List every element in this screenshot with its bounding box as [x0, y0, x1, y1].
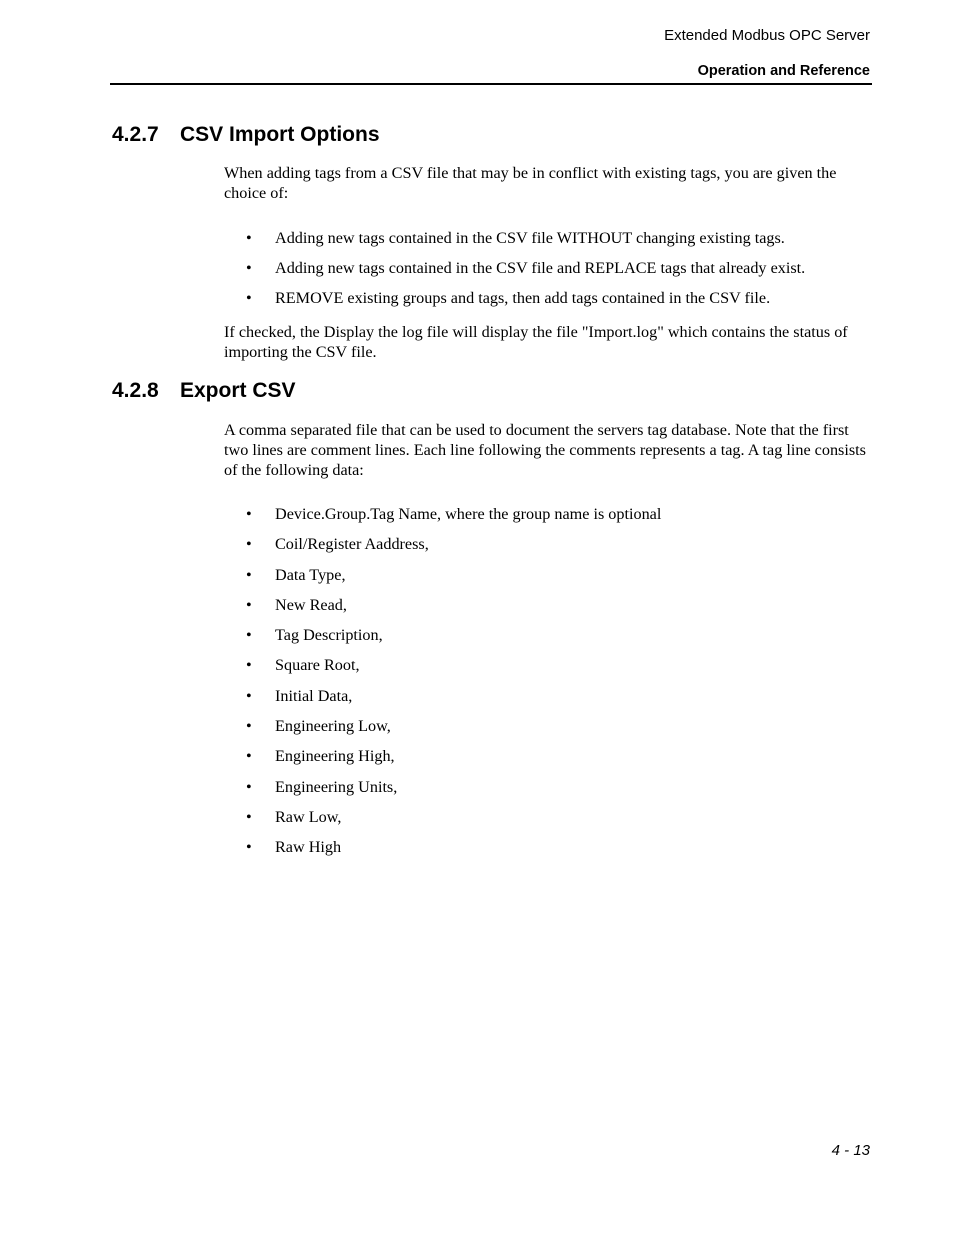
list-item	[224, 716, 872, 736]
list-item-text: Engineering High,	[275, 747, 395, 766]
bullet-icon: •	[246, 229, 252, 247]
bullet-icon: •	[246, 535, 252, 554]
import-intro-paragraph: When adding tags from a CSV file that may be in conflict with existing tags, you are given the choice of:	[224, 164, 837, 202]
list-item	[224, 504, 872, 524]
list-item-text: New Read,	[275, 595, 347, 614]
list-item-text: Adding new tags contained in the CSV file and REPLACE tags that already exist.	[275, 259, 806, 277]
list-item-text: Raw High	[275, 838, 342, 857]
bullet-icon: •	[246, 838, 252, 857]
list-item-text: Square Root,	[275, 656, 360, 675]
header-subtitle: Operation and Reference	[697, 63, 870, 79]
list-item-text: Coil/Register Aaddress,	[275, 535, 429, 554]
list-item	[224, 746, 872, 766]
export-intro-paragraph: A comma separated file that can be used to document the servers tag database. Note that the first two lines are comment lines. Each line following the comments represents a tag. A tag line consists of the following data:	[224, 421, 866, 479]
bullet-icon: •	[246, 747, 252, 766]
header-title: Extended Modbus OPC Server	[664, 27, 870, 44]
list-item-text: Engineering Units,	[275, 777, 398, 796]
list-item	[224, 534, 872, 554]
section-title: CSV Import Options	[180, 123, 380, 146]
list-item	[224, 655, 872, 675]
list-item	[224, 807, 872, 827]
header-divider	[110, 83, 872, 85]
list-item-text: Initial Data,	[275, 686, 353, 705]
bullet-icon: •	[246, 565, 252, 584]
bullet-icon: •	[246, 686, 252, 705]
list-item-text: REMOVE existing groups and tags, then add tags contained in the CSV file.	[275, 289, 771, 307]
bullet-icon: •	[246, 717, 252, 736]
bullet-icon: •	[246, 595, 252, 614]
section-heading-export-csv	[112, 379, 296, 403]
list-item-text: Tag Description,	[275, 626, 383, 645]
bullet-icon: •	[246, 259, 252, 277]
list-item	[224, 686, 872, 706]
list-item	[224, 625, 872, 645]
bullet-icon: •	[246, 777, 252, 796]
list-item	[224, 777, 872, 797]
import-options-list	[224, 228, 872, 318]
list-item	[224, 565, 872, 585]
section-number: 4.2.8	[112, 379, 159, 402]
export-fields-list	[224, 504, 872, 868]
import-closing-paragraph: If checked, the Display the log file will display the file "Import.log" which contains the status of importing the CSV file.	[224, 323, 848, 361]
list-item	[224, 837, 872, 857]
page-number: 4 - 13	[831, 1142, 870, 1159]
bullet-icon: •	[246, 289, 252, 307]
section-title: Export CSV	[180, 379, 296, 402]
list-item	[224, 288, 872, 308]
list-item	[224, 258, 872, 278]
list-item-text: Raw Low,	[275, 807, 342, 826]
bullet-icon: •	[246, 505, 252, 523]
list-item	[224, 595, 872, 615]
list-item-text: Device.Group.Tag Name, where the group name is optional	[275, 505, 662, 523]
list-item	[224, 228, 872, 248]
bullet-icon: •	[246, 807, 252, 826]
bullet-icon: •	[246, 626, 252, 645]
list-item-text: Data Type,	[275, 565, 346, 584]
section-heading-csv-import-options	[112, 123, 380, 147]
section-number: 4.2.7	[112, 123, 159, 146]
bullet-icon: •	[246, 656, 252, 675]
list-item-text: Adding new tags contained in the CSV file WITHOUT changing existing tags.	[275, 229, 785, 247]
list-item-text: Engineering Low,	[275, 717, 391, 736]
